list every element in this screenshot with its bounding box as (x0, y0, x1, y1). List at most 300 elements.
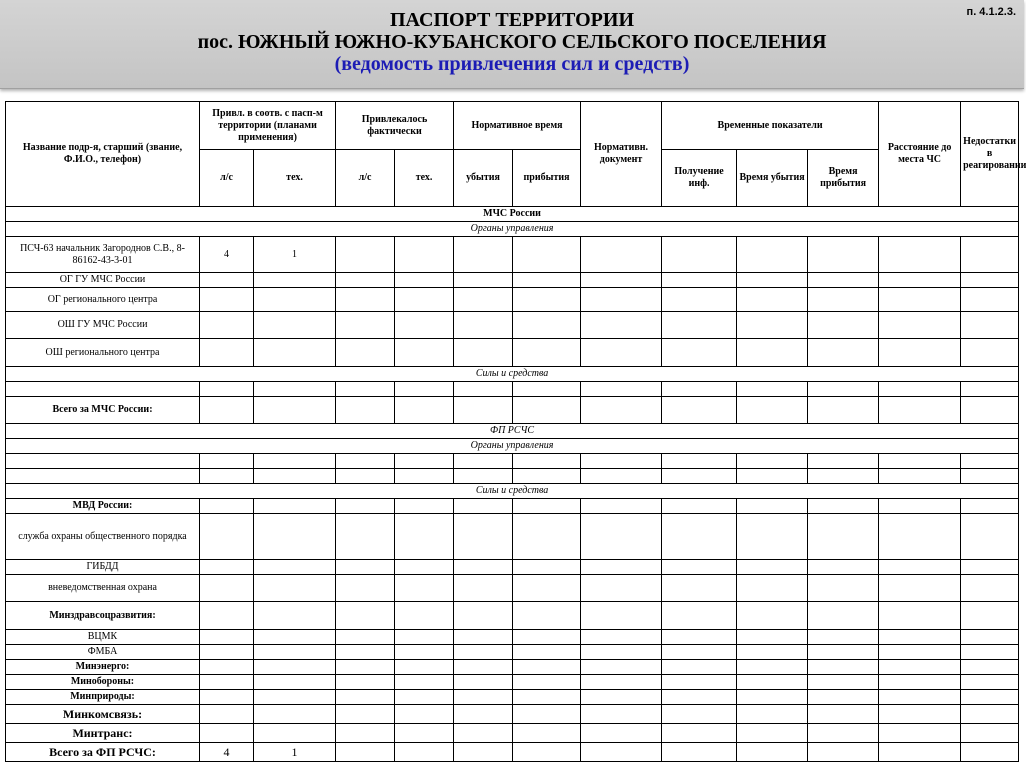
empty-cell (808, 560, 879, 575)
empty-cell (737, 273, 808, 288)
empty-cell (454, 575, 513, 602)
table-row (6, 499, 1019, 514)
table-row (6, 690, 1019, 705)
empty-cell (254, 273, 336, 288)
empty-cell (254, 705, 336, 724)
empty-cell (395, 273, 454, 288)
empty-cell (454, 724, 513, 743)
table-row (6, 339, 1019, 367)
table-row (6, 397, 1019, 424)
empty-cell (513, 339, 581, 367)
empty-cell (808, 724, 879, 743)
row-label: ФМБА (6, 645, 200, 660)
empty-cell (662, 273, 737, 288)
row-label: служба охраны общественного порядка (6, 514, 200, 560)
col-arrival-time: Время прибытия (808, 150, 879, 207)
empty-cell (454, 514, 513, 560)
empty-cell (961, 660, 1019, 675)
empty-cell (808, 514, 879, 560)
empty-cell (581, 645, 662, 660)
table-row (6, 660, 1019, 675)
empty-cell (454, 288, 513, 312)
empty-cell (737, 630, 808, 645)
empty-cell (737, 312, 808, 339)
empty-cell (737, 645, 808, 660)
row-label: ПСЧ-63 начальник Загороднов С.В., 8-86162-43-3-01 (6, 237, 200, 273)
row-label: Минэнерго: (6, 660, 200, 675)
empty-cell (879, 560, 961, 575)
empty-cell (879, 397, 961, 424)
empty-cell (513, 560, 581, 575)
empty-cell (395, 690, 454, 705)
empty-cell (662, 724, 737, 743)
empty-cell (581, 312, 662, 339)
empty-cell (879, 514, 961, 560)
empty-cell (879, 499, 961, 514)
empty-cell (737, 675, 808, 690)
table-row (6, 575, 1019, 602)
table-row (6, 312, 1019, 339)
empty-cell (662, 499, 737, 514)
empty-cell (662, 645, 737, 660)
empty-cell (879, 237, 961, 273)
empty-cell (662, 705, 737, 724)
empty-cell (581, 602, 662, 630)
empty-cell (662, 690, 737, 705)
row-label: ОГ регионального центра (6, 288, 200, 312)
empty-cell (336, 312, 395, 339)
row-label: ВЦМК (6, 630, 200, 645)
empty-cell (254, 675, 336, 690)
empty-cell (581, 397, 662, 424)
empty-cell (513, 645, 581, 660)
table-row (6, 273, 1019, 288)
empty-cell (808, 575, 879, 602)
empty-cell (737, 499, 808, 514)
header-row-1 (6, 102, 1019, 150)
empty-cell (513, 312, 581, 339)
empty-cell (737, 602, 808, 630)
empty-cell (662, 469, 737, 484)
empty-cell (879, 690, 961, 705)
empty-cell (254, 660, 336, 675)
empty-cell (513, 743, 581, 762)
empty-cell (200, 514, 254, 560)
subsection-row (6, 484, 1019, 499)
empty-cell (395, 339, 454, 367)
empty-cell (254, 630, 336, 645)
empty-cell (662, 575, 737, 602)
empty-cell (454, 339, 513, 367)
empty-cell (961, 397, 1019, 424)
empty-cell (395, 397, 454, 424)
empty-cell (581, 705, 662, 724)
empty-cell (581, 630, 662, 645)
empty-cell (662, 743, 737, 762)
empty-cell (581, 454, 662, 469)
empty-cell (879, 312, 961, 339)
empty-cell (395, 469, 454, 484)
col-plan-tech: тех. (254, 150, 336, 207)
empty-cell (961, 454, 1019, 469)
section-title: МЧС России (6, 207, 1019, 222)
empty-cell (200, 660, 254, 675)
table-row (6, 288, 1019, 312)
section-row (6, 424, 1019, 439)
empty-cell (662, 382, 737, 397)
empty-cell (395, 602, 454, 630)
empty-cell (662, 339, 737, 367)
empty-cell (808, 743, 879, 762)
empty-cell (513, 288, 581, 312)
empty-cell (254, 724, 336, 743)
empty-cell (662, 288, 737, 312)
empty-cell (6, 454, 200, 469)
empty-cell (454, 469, 513, 484)
empty-cell (254, 397, 336, 424)
empty-cell (961, 382, 1019, 397)
empty-cell (662, 454, 737, 469)
empty-cell (200, 705, 254, 724)
empty-cell (200, 397, 254, 424)
col-norm-departure: убытия (454, 150, 513, 207)
empty-cell (808, 499, 879, 514)
col-norm-doc-header: Нормативн. документ (581, 102, 662, 207)
empty-cell (581, 288, 662, 312)
empty-cell (581, 724, 662, 743)
table-row (6, 560, 1019, 575)
empty-cell (395, 705, 454, 724)
empty-cell (454, 690, 513, 705)
empty-cell (513, 273, 581, 288)
empty-cell (254, 499, 336, 514)
empty-cell (879, 575, 961, 602)
empty-cell (200, 339, 254, 367)
empty-cell (336, 382, 395, 397)
row-label: Всего за МЧС России: (6, 397, 200, 424)
section-title: ФП РСЧС (6, 424, 1019, 439)
empty-cell (961, 602, 1019, 630)
empty-cell (581, 237, 662, 273)
row-label: Всего за ФП РСЧС: (6, 743, 200, 762)
empty-cell (581, 273, 662, 288)
empty-cell (395, 660, 454, 675)
empty-cell (961, 705, 1019, 724)
empty-cell (6, 469, 200, 484)
row-label: вневедомственная охрана (6, 575, 200, 602)
col-time-indicators-header: Временные показатели (662, 102, 879, 150)
resources-table (5, 101, 1026, 762)
empty-cell (737, 397, 808, 424)
empty-cell (336, 499, 395, 514)
page-subtitle: пос. ЮЖНЫЙ ЮЖНО-КУБАНСКОГО СЕЛЬСКОГО ПОСЕЛЕНИЯ (197, 31, 827, 53)
empty-cell (254, 288, 336, 312)
empty-cell (961, 312, 1019, 339)
empty-cell (336, 273, 395, 288)
cell-value: 4 (200, 743, 254, 762)
empty-cell (737, 514, 808, 560)
empty-cell (581, 469, 662, 484)
empty-cell (200, 602, 254, 630)
empty-cell (454, 237, 513, 273)
empty-cell (961, 675, 1019, 690)
row-label: Минобороны: (6, 675, 200, 690)
empty-cell (879, 382, 961, 397)
empty-cell (454, 397, 513, 424)
empty-cell (879, 630, 961, 645)
empty-cell (737, 690, 808, 705)
cell-value: 4 (200, 237, 254, 273)
empty-cell (254, 645, 336, 660)
empty-cell (336, 469, 395, 484)
empty-cell (395, 382, 454, 397)
empty-cell (737, 743, 808, 762)
row-label: ГИБДД (6, 560, 200, 575)
empty-cell (737, 660, 808, 675)
empty-cell (454, 645, 513, 660)
table-row (6, 602, 1019, 630)
row-label: МВД России: (6, 499, 200, 514)
col-fact-tech: тех. (395, 150, 454, 207)
empty-cell (395, 312, 454, 339)
empty-cell (200, 690, 254, 705)
empty-cell (662, 237, 737, 273)
empty-cell (395, 514, 454, 560)
empty-cell (808, 339, 879, 367)
empty-cell (336, 675, 395, 690)
empty-cell (395, 675, 454, 690)
empty-cell (581, 382, 662, 397)
empty-cell (513, 602, 581, 630)
empty-cell (513, 382, 581, 397)
empty-cell (662, 602, 737, 630)
page-caption: (ведомость привлечения сил и средств) (334, 53, 690, 75)
empty-cell (336, 690, 395, 705)
empty-cell (662, 312, 737, 339)
col-departure-time: Время убытия (737, 150, 808, 207)
empty-cell (879, 273, 961, 288)
empty-cell (395, 237, 454, 273)
empty-cell (395, 499, 454, 514)
empty-cell (513, 237, 581, 273)
empty-cell (200, 312, 254, 339)
subsection-title: Силы и средства (6, 484, 1019, 499)
empty-cell (961, 273, 1019, 288)
empty-cell (454, 630, 513, 645)
empty-cell (513, 675, 581, 690)
empty-cell (879, 454, 961, 469)
empty-cell (200, 382, 254, 397)
empty-cell (961, 514, 1019, 560)
empty-cell (581, 339, 662, 367)
empty-cell (513, 705, 581, 724)
empty-cell (581, 660, 662, 675)
empty-cell (513, 690, 581, 705)
empty-cell (200, 454, 254, 469)
empty-cell (454, 382, 513, 397)
empty-cell (961, 288, 1019, 312)
empty-cell (961, 724, 1019, 743)
empty-cell (581, 743, 662, 762)
row-label: ОШ регионального центра (6, 339, 200, 367)
empty-cell (662, 397, 737, 424)
empty-cell (879, 602, 961, 630)
empty-cell (808, 675, 879, 690)
row-label: Минкомсвязь: (6, 705, 200, 724)
empty-cell (808, 469, 879, 484)
empty-cell (200, 675, 254, 690)
empty-cell (336, 724, 395, 743)
empty-cell (336, 705, 395, 724)
table-row (6, 382, 1019, 397)
empty-cell (662, 630, 737, 645)
empty-cell (200, 273, 254, 288)
empty-cell (961, 630, 1019, 645)
empty-cell (879, 288, 961, 312)
empty-cell (662, 560, 737, 575)
empty-cell (200, 630, 254, 645)
empty-cell (200, 560, 254, 575)
empty-cell (737, 724, 808, 743)
empty-cell (808, 273, 879, 288)
table-row (6, 743, 1019, 762)
empty-cell (808, 312, 879, 339)
empty-cell (454, 312, 513, 339)
empty-cell (513, 575, 581, 602)
empty-cell (662, 675, 737, 690)
empty-cell (6, 382, 200, 397)
empty-cell (808, 630, 879, 645)
empty-cell (808, 382, 879, 397)
empty-cell (254, 575, 336, 602)
empty-cell (737, 382, 808, 397)
empty-cell (254, 469, 336, 484)
slide-header (0, 0, 1024, 89)
col-shortcomings-header: Недостатки в реагировании (961, 102, 1019, 207)
empty-cell (581, 675, 662, 690)
empty-cell (336, 560, 395, 575)
empty-cell (513, 469, 581, 484)
empty-cell (454, 705, 513, 724)
cell-value: 1 (254, 743, 336, 762)
empty-cell (879, 675, 961, 690)
empty-cell (581, 514, 662, 560)
empty-cell (808, 660, 879, 675)
empty-cell (336, 645, 395, 660)
empty-cell (395, 724, 454, 743)
subsection-row (6, 367, 1019, 382)
table-row (6, 514, 1019, 560)
empty-cell (737, 288, 808, 312)
empty-cell (336, 575, 395, 602)
table-row (6, 705, 1019, 724)
empty-cell (454, 602, 513, 630)
empty-cell (737, 339, 808, 367)
empty-cell (737, 237, 808, 273)
empty-cell (200, 724, 254, 743)
empty-cell (200, 575, 254, 602)
col-distance-header: Расстояние до места ЧС (879, 102, 961, 207)
empty-cell (200, 499, 254, 514)
empty-cell (879, 724, 961, 743)
empty-cell (513, 630, 581, 645)
empty-cell (454, 499, 513, 514)
empty-cell (395, 288, 454, 312)
cell-value: 1 (254, 237, 336, 273)
col-name-header: Название подр-я, старший (звание, Ф.И.О., телефон) (6, 102, 200, 207)
col-norm-time-header: Нормативное время (454, 102, 581, 150)
empty-cell (254, 602, 336, 630)
empty-cell (513, 514, 581, 560)
empty-cell (513, 499, 581, 514)
section-row (6, 207, 1019, 222)
col-plan-ls: л/с (200, 150, 254, 207)
empty-cell (808, 705, 879, 724)
empty-cell (454, 273, 513, 288)
table-row (6, 469, 1019, 484)
table-row (6, 237, 1019, 273)
empty-cell (336, 602, 395, 630)
empty-cell (336, 288, 395, 312)
empty-cell (961, 690, 1019, 705)
empty-cell (808, 602, 879, 630)
empty-cell (737, 454, 808, 469)
empty-cell (336, 454, 395, 469)
col-info-received: Получение инф. (662, 150, 737, 207)
subsection-title: Органы управления (6, 222, 1019, 237)
table-row (6, 630, 1019, 645)
empty-cell (395, 645, 454, 660)
empty-cell (336, 339, 395, 367)
empty-cell (395, 454, 454, 469)
col-norm-arrival: прибытия (513, 150, 581, 207)
empty-cell (254, 514, 336, 560)
table-row (6, 645, 1019, 660)
empty-cell (808, 237, 879, 273)
empty-cell (454, 560, 513, 575)
row-label: ОГ ГУ МЧС России (6, 273, 200, 288)
subsection-row (6, 222, 1019, 237)
empty-cell (961, 499, 1019, 514)
empty-cell (454, 454, 513, 469)
empty-cell (454, 675, 513, 690)
empty-cell (200, 469, 254, 484)
empty-cell (336, 514, 395, 560)
empty-cell (336, 660, 395, 675)
empty-cell (808, 690, 879, 705)
row-label: Минтранс: (6, 724, 200, 743)
empty-cell (581, 690, 662, 705)
subsection-row (6, 439, 1019, 454)
empty-cell (254, 560, 336, 575)
empty-cell (513, 660, 581, 675)
page-title: ПАСПОРТ ТЕРРИТОРИИ (390, 9, 634, 31)
empty-cell (737, 705, 808, 724)
row-label: Минприроды: (6, 690, 200, 705)
empty-cell (454, 660, 513, 675)
col-fact-header: Привлекалось фактически (336, 102, 454, 150)
col-plan-header: Привл. в соотв. с пасп-м территории (планами применения) (200, 102, 336, 150)
empty-cell (961, 560, 1019, 575)
empty-cell (662, 660, 737, 675)
empty-cell (961, 237, 1019, 273)
empty-cell (513, 724, 581, 743)
empty-cell (961, 743, 1019, 762)
empty-cell (879, 469, 961, 484)
empty-cell (961, 339, 1019, 367)
row-label: ОШ ГУ МЧС России (6, 312, 200, 339)
col-fact-ls: л/с (336, 150, 395, 207)
